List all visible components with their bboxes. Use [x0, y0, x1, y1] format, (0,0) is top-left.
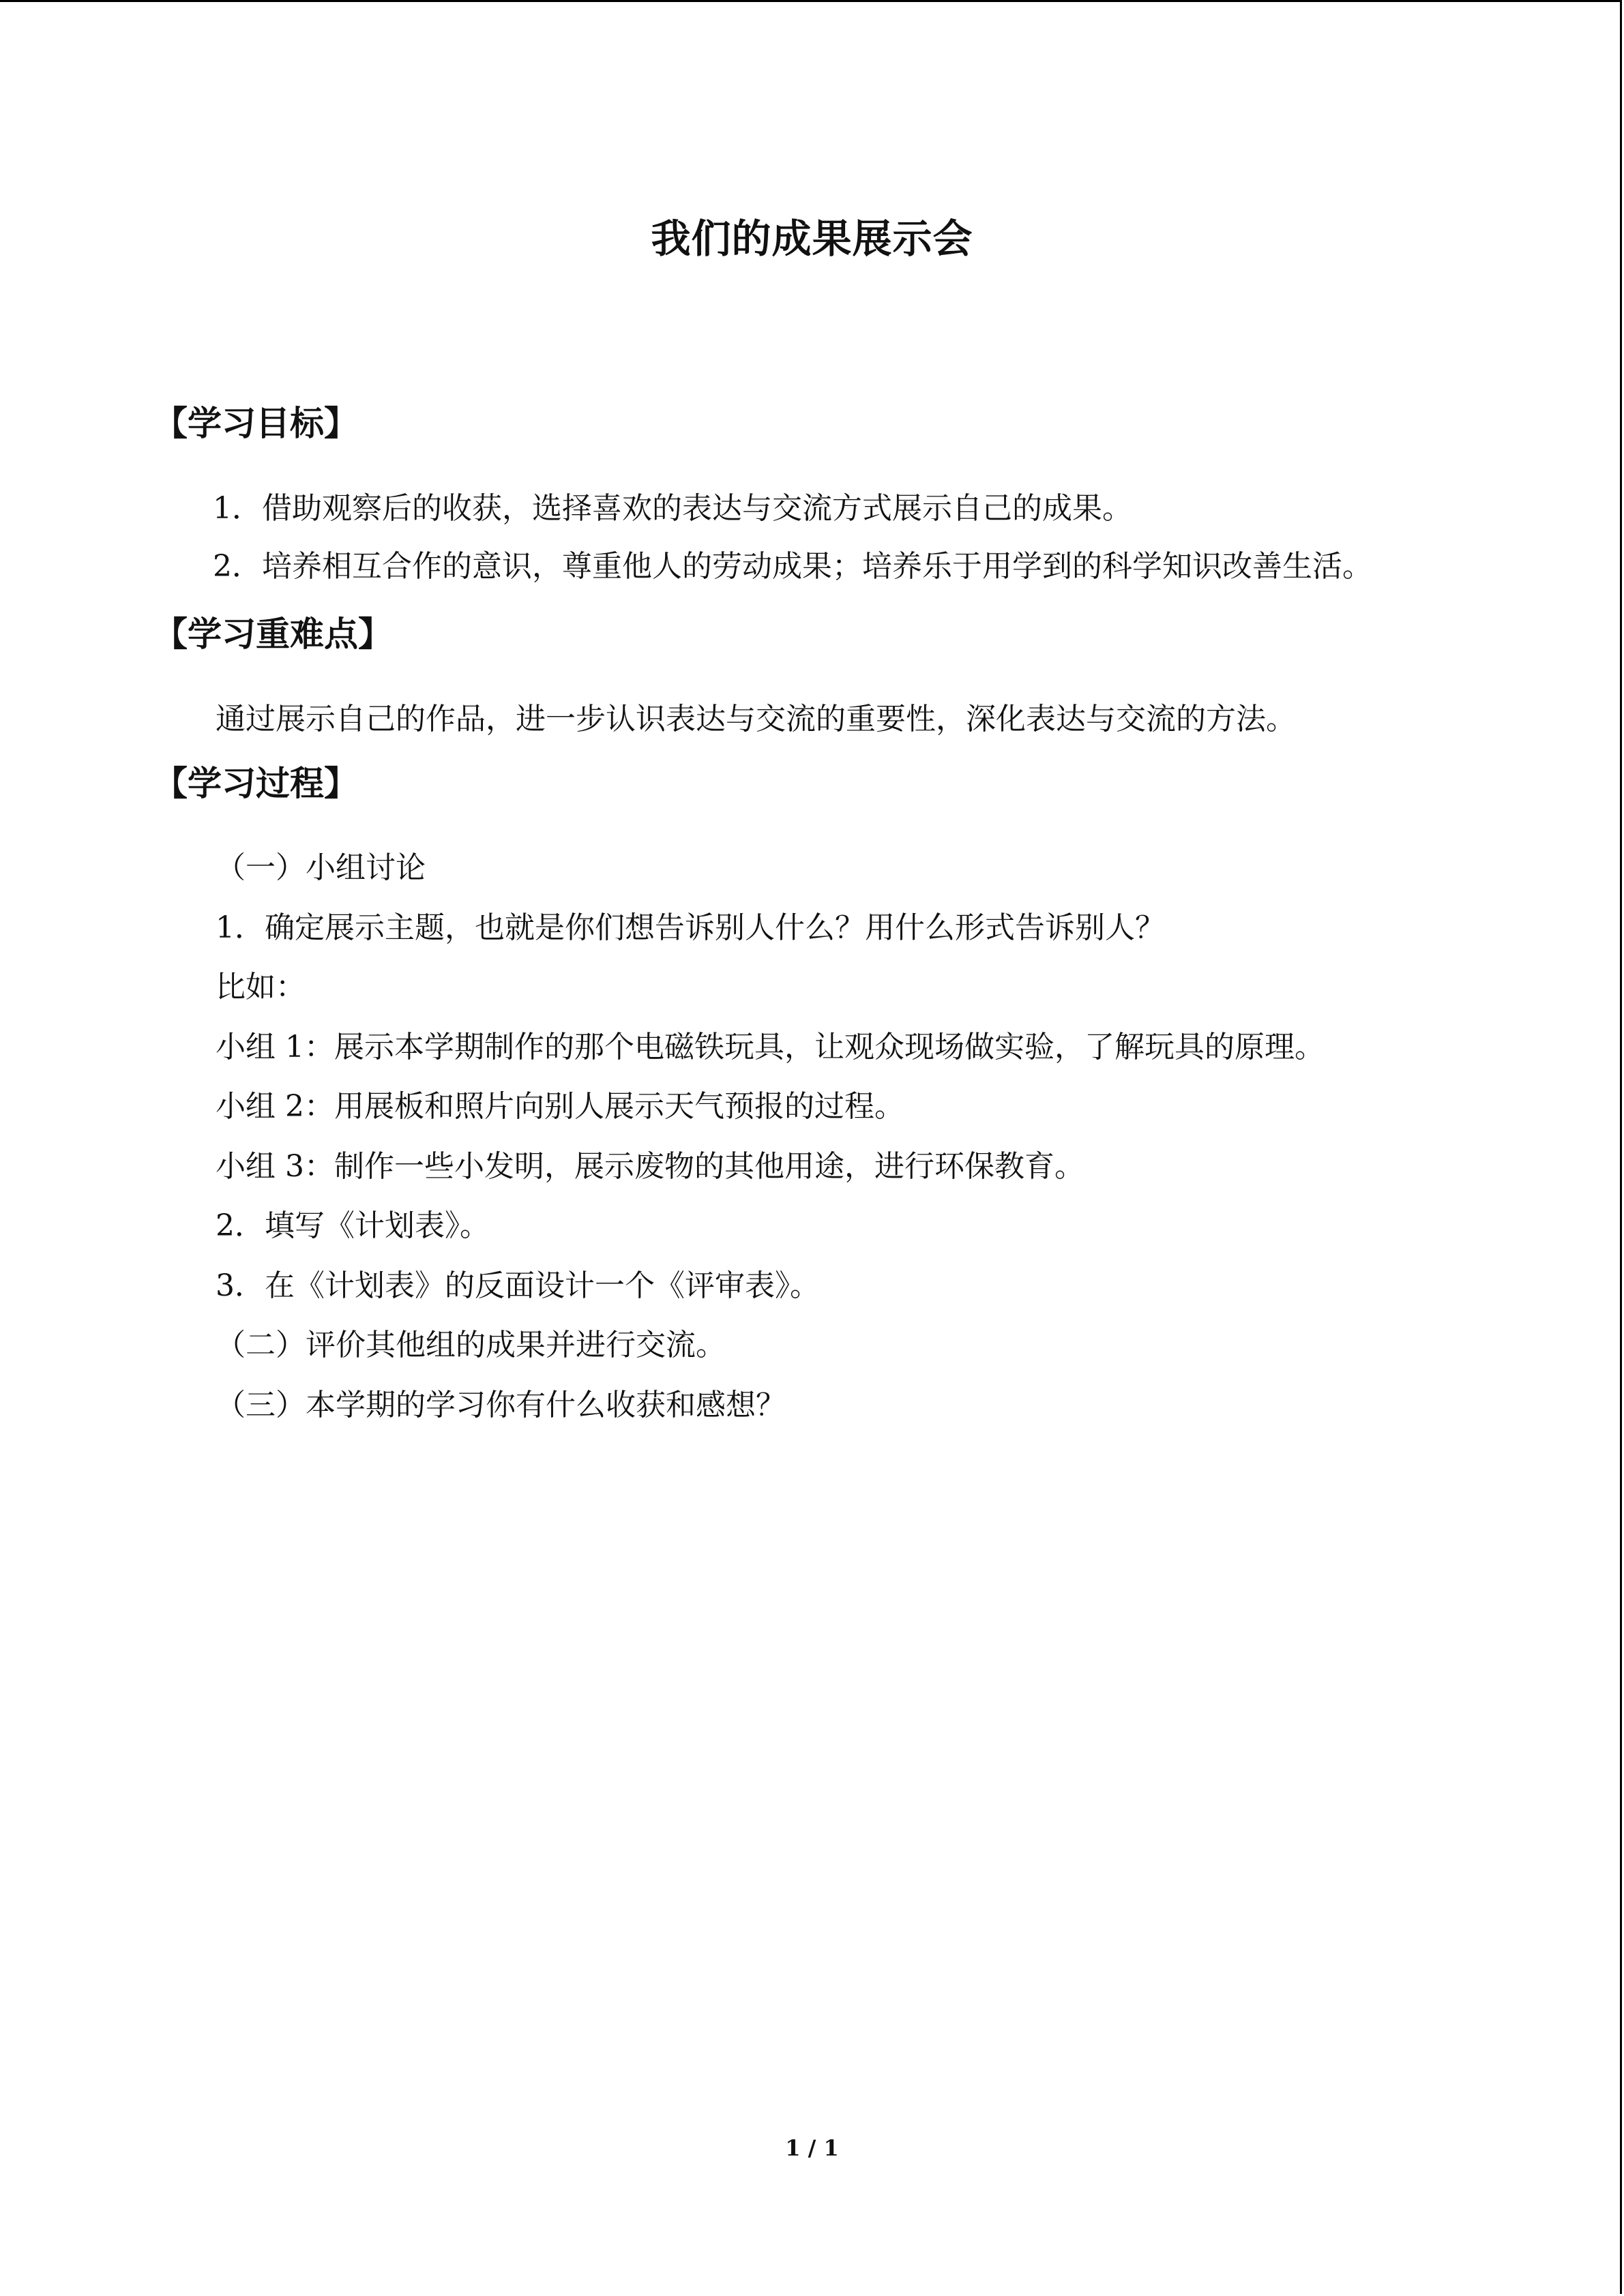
process-line-2: 1．确定展示主题，也就是你们想告诉别人什么？用什么形式告诉别人？ [216, 910, 1165, 945]
page-number: 1 / 1 [785, 2135, 839, 2161]
process-line-9: （二）评价其他组的成果并进行交流。 [216, 1328, 726, 1362]
section-heading-learning-goals: 【学习目标】 [153, 404, 358, 443]
process-line-7: 2．填写《计划表》。 [216, 1208, 490, 1243]
process-line-8: 3．在《计划表》的反面设计一个《评审表》。 [216, 1268, 820, 1303]
process-line-6: 小组 3：制作一些小发明，展示废物的其他用途，进行环保教育。 [216, 1149, 1084, 1184]
document-title: 我们的成果展示会 [651, 215, 973, 262]
key-point-line-1: 通过展示自己的作品，进一步认识表达与交流的重要性，深化表达与交流的方法。 [216, 702, 1296, 736]
goal-line-1: 1．借助观察后的收获，选择喜欢的表达与交流方式展示自己的成果。 [213, 491, 1132, 526]
process-line-3: 比如： [216, 970, 306, 1004]
process-line-1: （一）小组讨论 [216, 850, 426, 885]
section-heading-process: 【学习过程】 [153, 764, 358, 803]
process-line-5: 小组 2：用展板和照片向别人展示天气预报的过程。 [216, 1089, 904, 1124]
section-heading-key-points: 【学习重难点】 [153, 614, 392, 654]
process-line-4: 小组 1：展示本学期制作的那个电磁铁玩具，让观众现场做实验，了解玩具的原理。 [216, 1030, 1325, 1064]
goal-line-2: 2．培养相互合作的意识，尊重他人的劳动成果；培养乐于用学到的科学知识改善生活。 [213, 549, 1372, 584]
process-line-10: （三）本学期的学习你有什么收获和感想？ [216, 1388, 786, 1422]
